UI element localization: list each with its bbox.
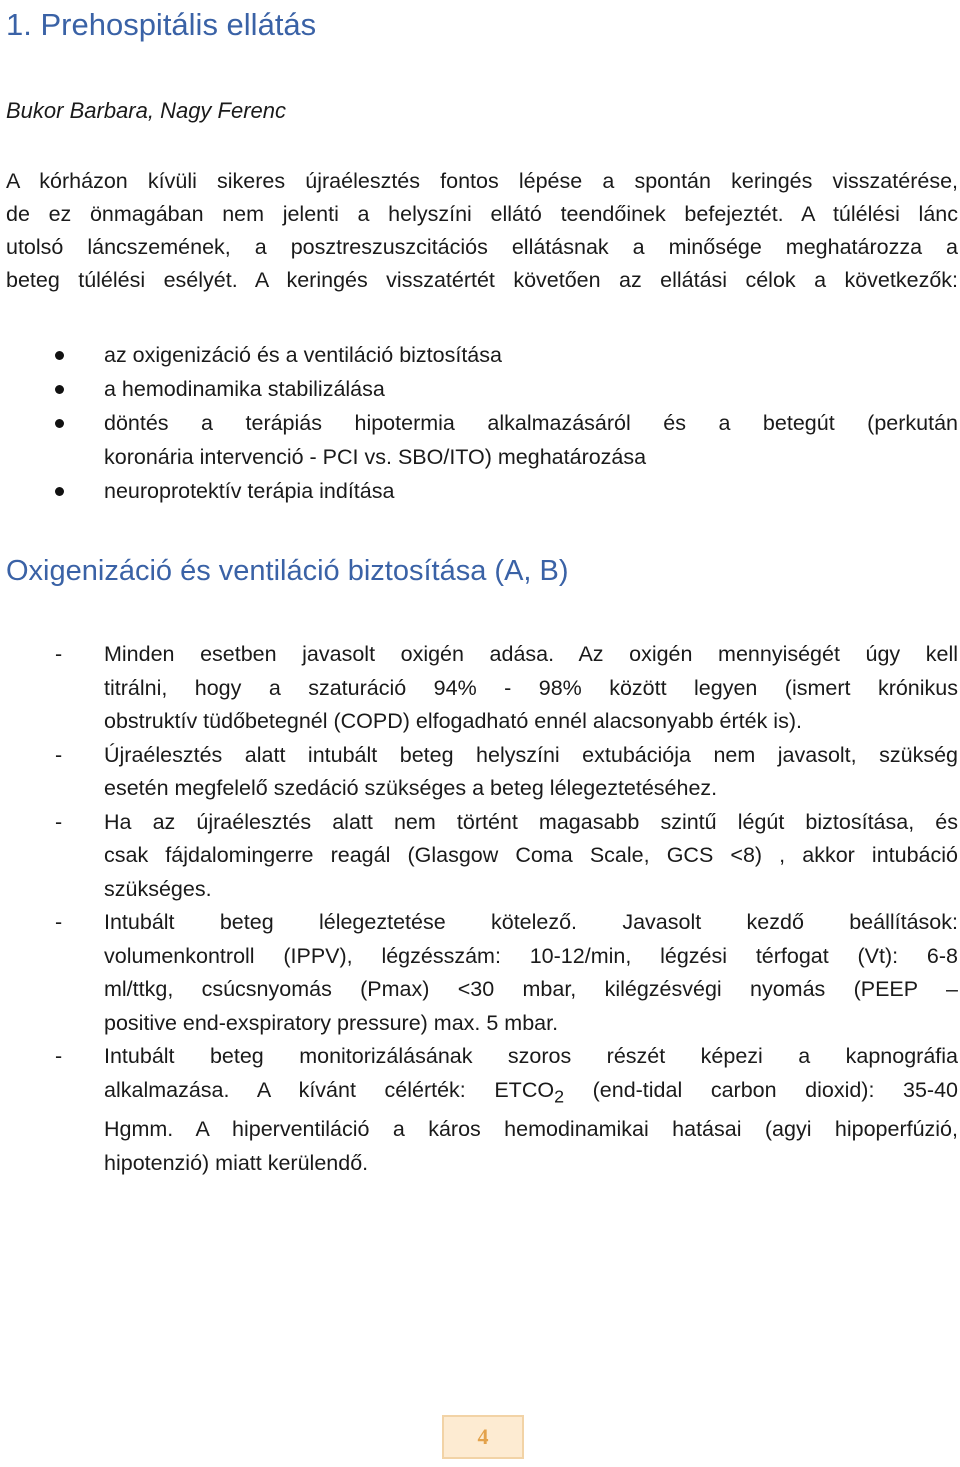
list-item-text: koronária intervenció - PCI vs. SBO/ITO) meghatározása: [104, 445, 647, 469]
list-item-text: a hemodinamika stabilizálása: [104, 377, 385, 401]
list-item-text: döntés a terápiás hipotermia alkalmazásáról és a betegút (perkután: [104, 411, 958, 435]
list-item-line: Intubált beteg monitorizálásának szoros részét képezi a kapnográfia: [104, 1044, 958, 1068]
list-item: [0, 338, 958, 372]
list-item-line: csak fájdalomingerre reagál (Glasgow Coma Scale, GCS <8) , akkor intubáció: [104, 843, 958, 867]
list-item-line: esetén megfelelő szedáció szükséges a beteg lélegeztetéséhez.: [104, 776, 718, 800]
etco2-suffix: (end-tidal carbon dioxid): 35-40: [564, 1077, 958, 1102]
recommendations-list: [0, 638, 958, 1180]
section-title: Oxigenizáció és ventiláció biztosítása (A, B): [6, 555, 569, 587]
etco2-subscript: 2: [554, 1085, 565, 1106]
list-item-line: obstruktív tüdőbetegnél (COPD) elfogadható ennél alacsonyabb érték is).: [104, 709, 802, 733]
intro-line: beteg túlélési esélyét. A keringés visszatértét követően az ellátási célok a következők:: [6, 268, 958, 292]
bullet-icon: [55, 351, 64, 360]
etco2-prefix: alkalmazása. A kívánt célérték: ETCO: [104, 1077, 555, 1102]
list-item-line: szükséges.: [104, 876, 212, 901]
list-item-line: Minden esetben javasolt oxigén adása. Az oxigén mennyiségét úgy kell: [104, 642, 958, 666]
list-item: [0, 638, 958, 739]
list-item: [0, 372, 958, 406]
list-item-line: hipotenzió) miatt kerülendő.: [104, 1150, 369, 1175]
list-item: [0, 906, 958, 1040]
list-item-text: neuroprotektív terápia indítása: [104, 479, 395, 503]
list-item: [0, 739, 958, 806]
bullet-icon: [55, 419, 64, 428]
list-item: [0, 474, 958, 508]
dash-marker: -: [55, 742, 63, 767]
goals-list: [0, 338, 958, 508]
intro-line: A kórházon kívüli sikeres újraélesztés fontos lépése a spontán keringés visszatérése,: [6, 169, 958, 193]
intro-line: de ez önmagában nem jelenti a helyszíni ellátó teendőinek befejeztét. A túlélési lánc: [6, 202, 958, 226]
list-item: [0, 806, 958, 907]
dash-marker: -: [55, 1044, 63, 1068]
page-number-badge: 4: [442, 1415, 524, 1459]
bullet-icon: [55, 385, 64, 394]
list-item: [0, 1040, 958, 1180]
list-item-line: [104, 1074, 958, 1114]
dash-marker: -: [55, 910, 63, 934]
list-item-line: ml/ttkg, csúcsnyomás (Pmax) <30 mbar, kilégzésvégi nyomás (PEEP –: [104, 977, 958, 1001]
bullet-icon: [55, 487, 64, 496]
list-item: [0, 406, 958, 474]
dash-marker: -: [55, 642, 63, 666]
list-item-line: titrálni, hogy a szaturáció 94% - 98% között legyen (ismert krónikus: [104, 675, 958, 700]
list-item-line: Hgmm. A hiperventiláció a káros hemodinamikai hatásai (agyi hipoperfúzió,: [104, 1117, 958, 1142]
list-item-text: az oxigenizáció és a ventiláció biztosítása: [104, 343, 502, 367]
intro-line: utolsó láncszemének, a posztreszuszcitációs ellátásnak a minősége meghatározza a: [6, 235, 958, 259]
list-item-line: positive end-exspiratory pressure) max. 5 mbar.: [104, 1010, 559, 1035]
list-item-line: Intubált beteg lélegeztetése kötelező. Javasolt kezdő beállítások:: [104, 910, 958, 934]
intro-paragraph: [6, 165, 958, 297]
dash-marker: -: [55, 809, 63, 834]
page-title: 1. Prehospitális ellátás: [6, 7, 317, 42]
list-item-line: Ha az újraélesztés alatt nem történt magasabb szintű légút biztosítása, és: [104, 809, 958, 834]
authors: Bukor Barbara, Nagy Ferenc: [6, 98, 287, 123]
list-item-line: volumenkontroll (IPPV), légzésszám: 10-12/min, légzési térfogat (Vt): 6-8: [104, 943, 958, 968]
list-item-line: Újraélesztés alatt intubált beteg helyszíni extubációja nem javasolt, szükség: [104, 742, 958, 767]
